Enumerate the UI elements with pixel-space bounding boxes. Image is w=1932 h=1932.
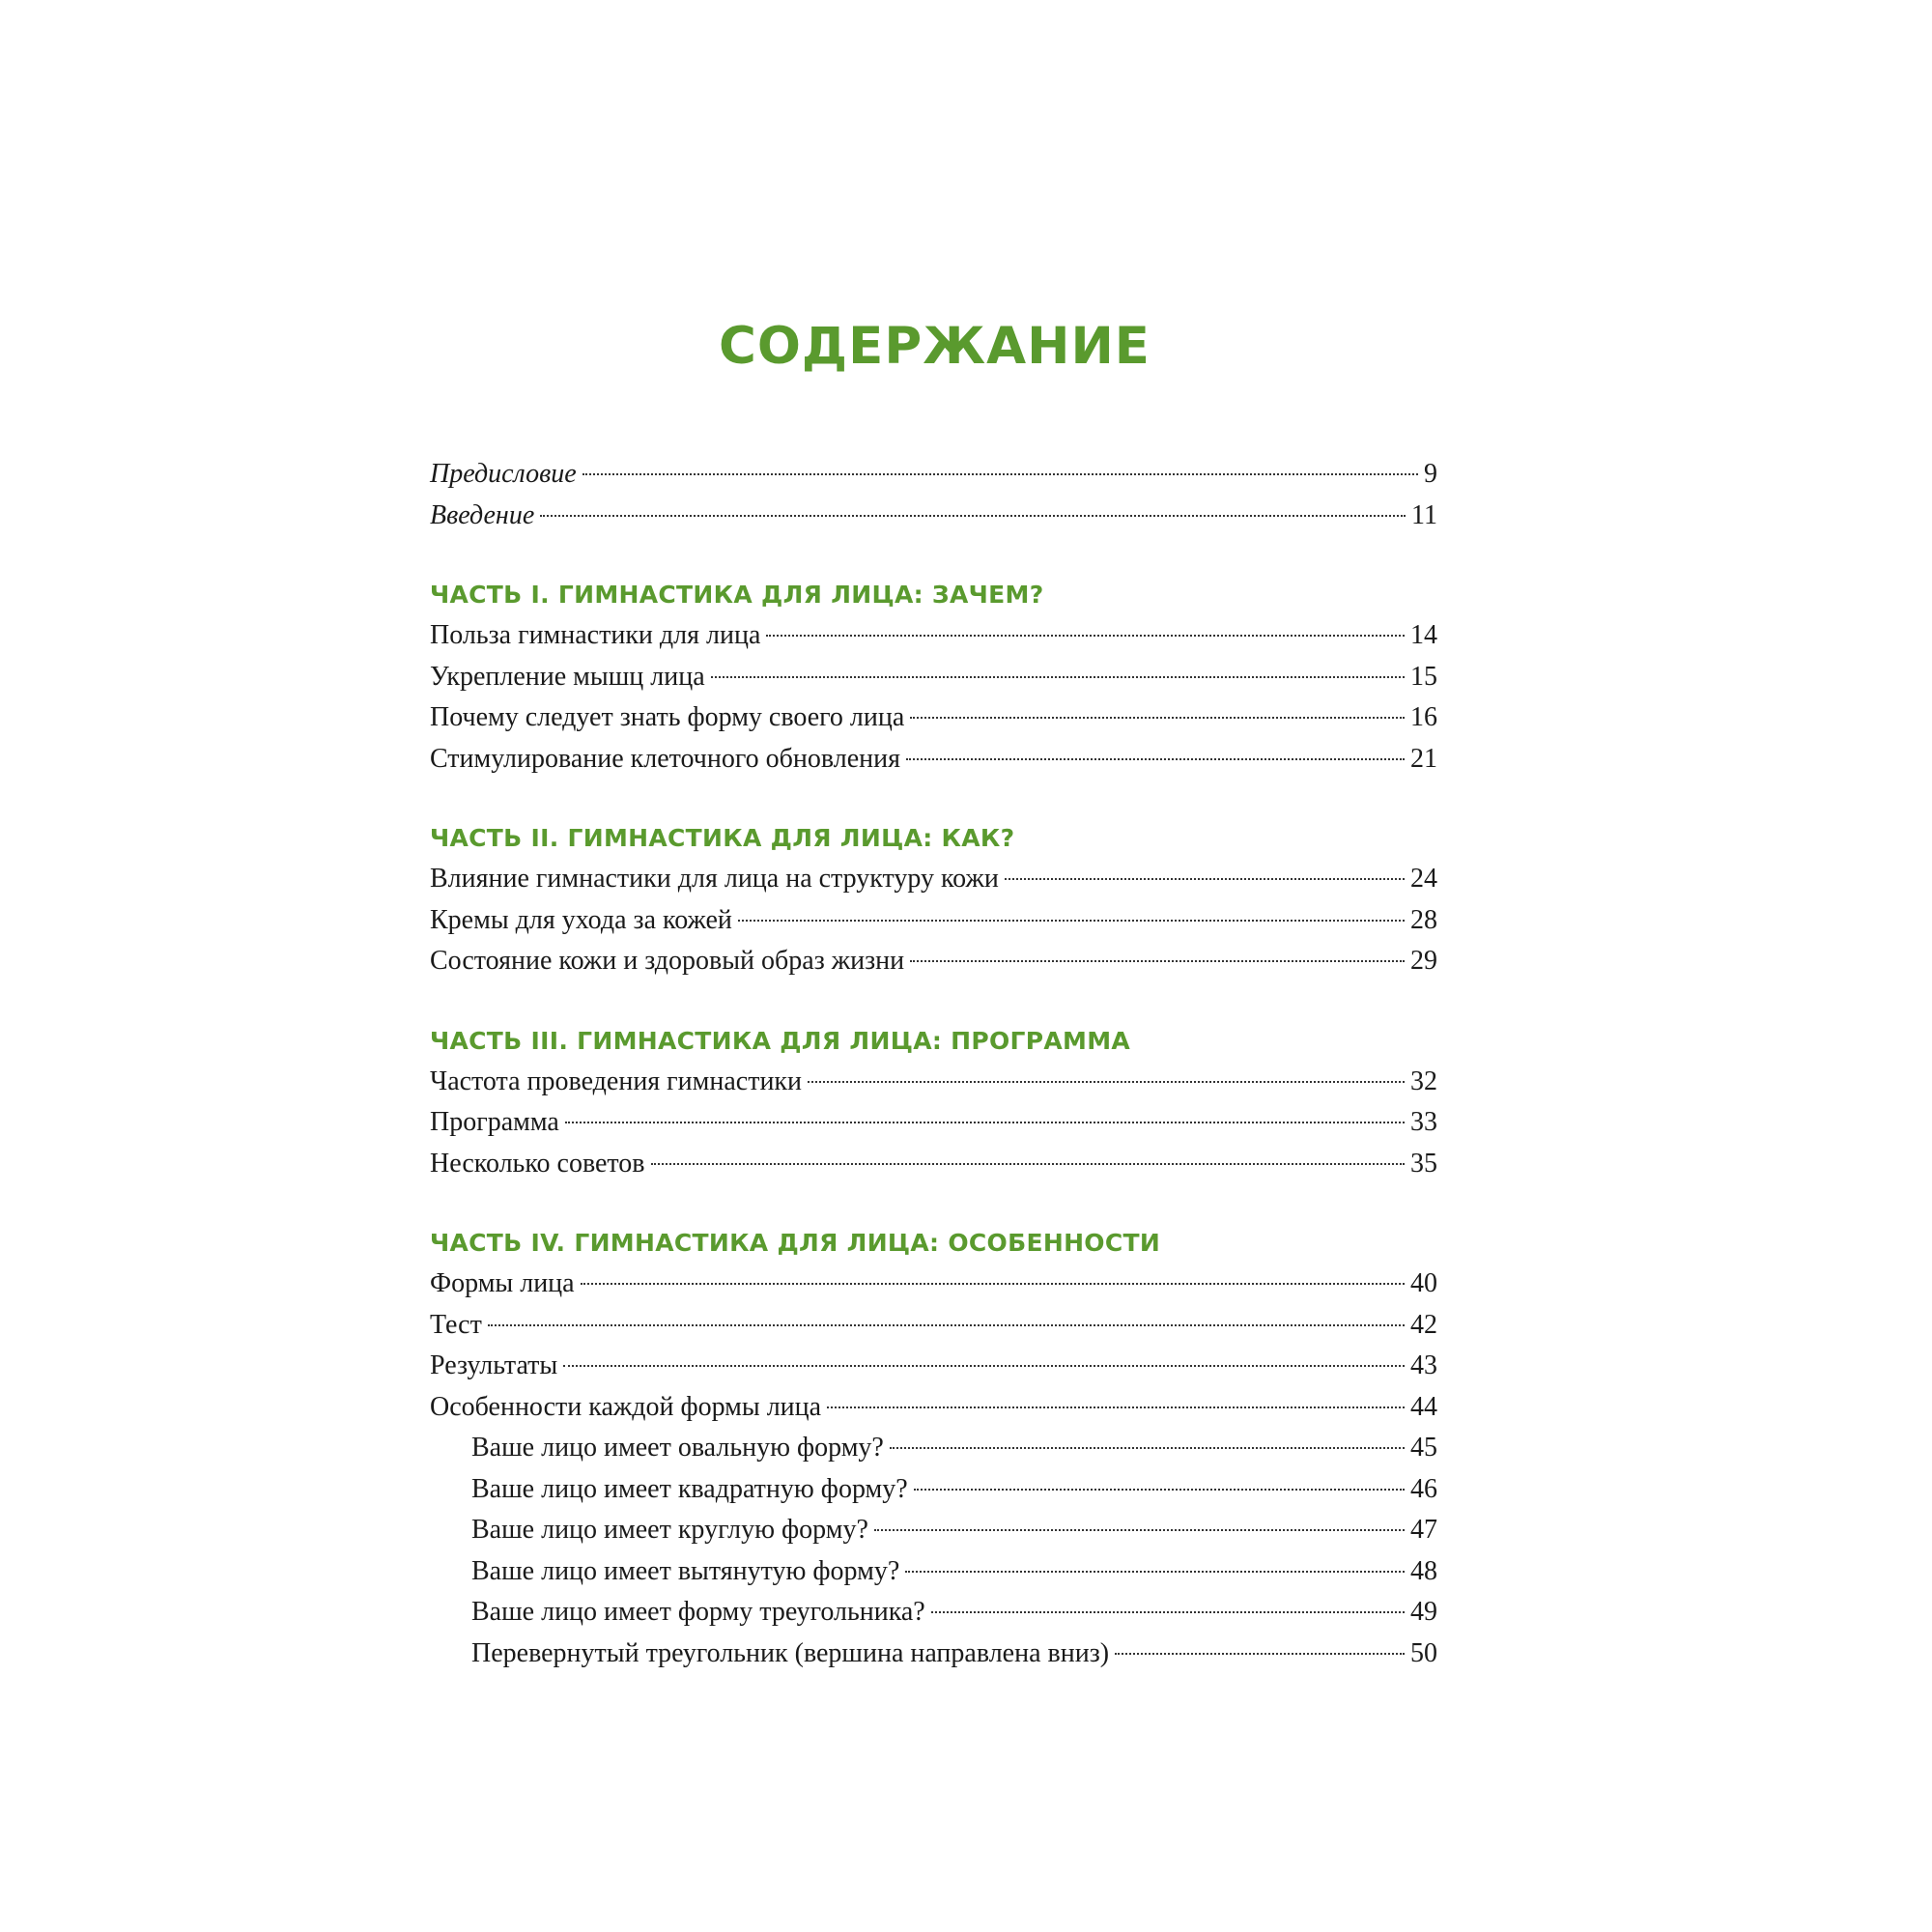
toc-entry[interactable] (430, 739, 1437, 781)
dot-leader (827, 1406, 1405, 1408)
toc-entry-label: Состояние кожи и здоровый образ жизни (430, 946, 905, 976)
toc-page-number: 44 (1410, 1391, 1437, 1422)
toc-entry-label: Ваше лицо имеет овальную форму? (471, 1433, 884, 1463)
toc-entry-label: Тест (430, 1309, 482, 1340)
toc-page-number: 49 (1410, 1597, 1437, 1627)
toc-page-number: 28 (1410, 904, 1437, 935)
dot-leader (651, 1163, 1405, 1165)
dot-leader (914, 1489, 1405, 1491)
dot-leader (488, 1324, 1405, 1326)
toc-subentry[interactable] (430, 1510, 1437, 1551)
page-title: СОДЕРЖАНИЕ (718, 317, 1151, 376)
toc-entry-label: Ваше лицо имеет вытянутую форму? (471, 1555, 900, 1586)
dot-leader (910, 717, 1405, 719)
toc-entry-label: Укрепление мышц лица (430, 661, 705, 692)
toc-page-number: 14 (1410, 620, 1437, 650)
toc-page-number: 40 (1410, 1268, 1437, 1298)
dot-leader (711, 676, 1405, 678)
toc-entry-label: Польза гимнастики для лица (430, 620, 761, 650)
toc-entry-label: Предисловие (430, 459, 577, 489)
toc-page-number: 9 (1424, 459, 1437, 489)
dot-leader (563, 1365, 1405, 1367)
toc-entry-label: Перевернутый треугольник (вершина направлена вниз) (471, 1637, 1110, 1668)
toc-subentry[interactable] (430, 1634, 1437, 1675)
toc-entry-label: Влияние гимнастики для лица на структуру кожи (430, 864, 999, 894)
toc-entry-label: Стимулирование клеточного обновления (430, 743, 900, 774)
section-heading-part-2: ЧАСТЬ II. ГИМНАСТИКА ДЛЯ ЛИЦА: КАК? (430, 824, 1015, 852)
toc-page-number: 50 (1410, 1637, 1437, 1668)
dot-leader (1005, 878, 1405, 880)
dot-leader (540, 515, 1406, 517)
toc-subentry[interactable] (430, 1551, 1437, 1593)
toc-subentry[interactable] (430, 1592, 1437, 1634)
toc-page-number: 29 (1410, 946, 1437, 976)
toc-entry[interactable] (430, 941, 1437, 982)
toc-entry[interactable] (430, 1305, 1437, 1347)
dot-leader (581, 1283, 1405, 1285)
toc-page-number: 24 (1410, 864, 1437, 894)
toc-entry-label: Почему следует знать форму своего лица (430, 702, 905, 732)
dot-leader (565, 1122, 1405, 1123)
toc-subentry[interactable] (430, 1428, 1437, 1469)
toc-entry-label: Частота проведения гимнастики (430, 1065, 803, 1096)
toc-page-number: 45 (1410, 1433, 1437, 1463)
table-of-contents (430, 454, 1437, 1674)
toc-entry-label: Формы лица (430, 1268, 575, 1298)
dot-leader (906, 758, 1405, 760)
toc-entry-label: Результаты (430, 1350, 558, 1380)
toc-entry-label: Ваше лицо имеет форму треугольника? (471, 1597, 925, 1627)
toc-entry-preface[interactable] (430, 454, 1437, 496)
toc-entry[interactable] (430, 900, 1437, 942)
toc-page-number: 21 (1410, 743, 1437, 774)
toc-entry-label: Кремы для ухода за кожей (430, 904, 732, 935)
toc-page-number: 11 (1411, 499, 1437, 530)
toc-entry[interactable] (430, 1387, 1437, 1429)
toc-subentry[interactable] (430, 1469, 1437, 1511)
toc-entry-label: Несколько советов (430, 1148, 645, 1179)
toc-entry-label: Особенности каждой формы лица (430, 1391, 822, 1422)
dot-leader (1115, 1653, 1405, 1655)
dot-leader (910, 960, 1405, 962)
dot-leader (905, 1571, 1405, 1573)
toc-page-number: 47 (1410, 1515, 1437, 1545)
toc-entry-label: Введение (430, 499, 535, 530)
toc-page-number: 35 (1410, 1148, 1437, 1179)
toc-page-number: 15 (1410, 661, 1437, 692)
toc-entry[interactable] (430, 615, 1437, 657)
dot-leader (766, 635, 1405, 637)
toc-entry[interactable] (430, 1062, 1437, 1103)
section-heading-part-3: ЧАСТЬ III. ГИМНАСТИКА ДЛЯ ЛИЦА: ПРОГРАММА (430, 1026, 1131, 1055)
dot-leader (738, 920, 1405, 922)
toc-page-number: 48 (1410, 1555, 1437, 1586)
toc-entry[interactable] (430, 1346, 1437, 1387)
toc-entry[interactable] (430, 697, 1437, 739)
toc-page-number: 32 (1410, 1065, 1437, 1096)
toc-entry-label: Программа (430, 1107, 559, 1137)
toc-entry[interactable] (430, 657, 1437, 698)
dot-leader (874, 1529, 1405, 1531)
toc-page-number: 43 (1410, 1350, 1437, 1380)
dot-leader (582, 473, 1418, 475)
section-heading-part-4: ЧАСТЬ IV. ГИМНАСТИКА ДЛЯ ЛИЦА: ОСОБЕННОСТИ (430, 1229, 1161, 1257)
toc-entry-label: Ваше лицо имеет круглую форму? (471, 1515, 868, 1545)
dot-leader (808, 1081, 1405, 1083)
toc-page-number: 16 (1410, 702, 1437, 732)
toc-entry[interactable] (430, 1264, 1437, 1305)
toc-page-number: 33 (1410, 1107, 1437, 1137)
toc-entry-label: Ваше лицо имеет квадратную форму? (471, 1473, 908, 1504)
section-heading-part-1: ЧАСТЬ I. ГИМНАСТИКА ДЛЯ ЛИЦА: ЗАЧЕМ? (430, 581, 1044, 609)
toc-entry[interactable] (430, 1144, 1437, 1185)
toc-page-number: 46 (1410, 1473, 1437, 1504)
toc-entry[interactable] (430, 1102, 1437, 1144)
toc-entry-introduction[interactable] (430, 496, 1437, 537)
toc-page-number: 42 (1410, 1309, 1437, 1340)
dot-leader (890, 1447, 1405, 1449)
dot-leader (931, 1611, 1405, 1613)
toc-entry[interactable] (430, 859, 1437, 900)
